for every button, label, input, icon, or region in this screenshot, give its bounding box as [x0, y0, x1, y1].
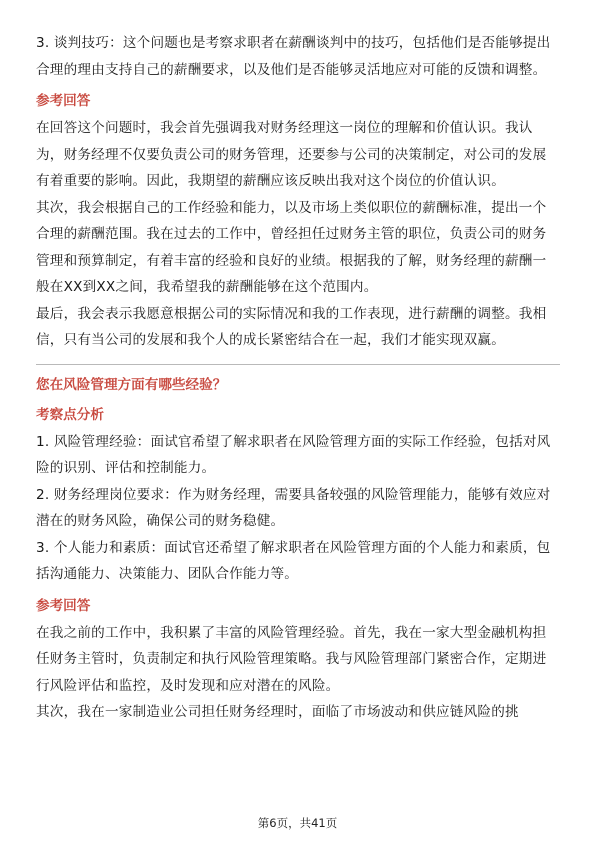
- section-title-reference-answer: 参考回答: [36, 93, 91, 109]
- section-divider: [36, 364, 560, 365]
- paragraph-answer1-1: 在回答这个问题时，我会首先强调我对财务经理这一岗位的理解和价值认识。我认为，财务经理不仅要负责公司的财务管理，还要参与公司的决策制定，对公司的发展有着重要的影响。因此，我期望的薪酬应该反映出我对这个岗位的价值认识。: [36, 120, 547, 189]
- question-title: 您在风险管理方面有哪些经验？: [36, 376, 227, 393]
- paragraph-negotiation-skills: 3. 谈判技巧：这个问题也是考察求职者在薪酬谈判中的技巧，包括他们是否能够提出合理的理由支持自己的薪酬要求，以及他们是否能够灵活地应对可能的反馈和调整。: [36, 35, 551, 78]
- paragraph-analysis-1: 1. 风险管理经验：面试官希望了解求职者在风险管理方面的实际工作经验，包括对风险的识别、评估和控制能力。: [36, 433, 551, 476]
- paragraph-answer1-2: 其次，我会根据自己的工作经验和能力，以及市场上类似职位的薪酬标准，提出一个合理的薪酬范围。我在过去的工作中，曾经担任过财务主管的职位，负责公司的财务管理和预算制定，有着丰富的经验和良好的业绩。根据我的了解，财务经理的薪酬一般在XX到XX之间，我希望我的薪酬能够在这个范围内。: [36, 199, 547, 295]
- paragraph-analysis-3: 3. 个人能力和素质：面试官还希望了解求职者在风险管理方面的个人能力和素质，包括沟通能力、决策能力、团队合作能力等。: [36, 539, 551, 582]
- paragraph-analysis-2: 2. 财务经理岗位要求：作为财务经理，需要具备较强的风险管理能力，能够有效应对潜在的财务风险，确保公司的财务稳健。: [36, 486, 551, 529]
- page-number-footer: 第6页，共41页: [257, 816, 338, 830]
- paragraph-answer1-3: 最后，我会表示我愿意根据公司的实际情况和我的工作表现，进行薪酬的调整。我相信，只有当公司的发展和我个人的成长紧密结合在一起，我们才能实现双赢。: [36, 305, 547, 348]
- document-page: [36, 30, 560, 726]
- section-title-analysis: 考察点分析: [36, 406, 104, 423]
- paragraph-answer2-1: 在我之前的工作中，我积累了丰富的风险管理经验。首先，我在一家大型金融机构担任财务主管时，负责制定和执行风险管理策略。我与风险管理部门紧密合作，定期进行风险评估和监控，及时发现和应对潜在的风险。: [36, 624, 547, 694]
- section-title-reference-answer-2: 参考回答: [36, 597, 91, 614]
- paragraph-answer2-2: 其次，我在一家制造业公司担任财务经理时，面临了市场波动和供应链风险的挑: [36, 704, 519, 720]
